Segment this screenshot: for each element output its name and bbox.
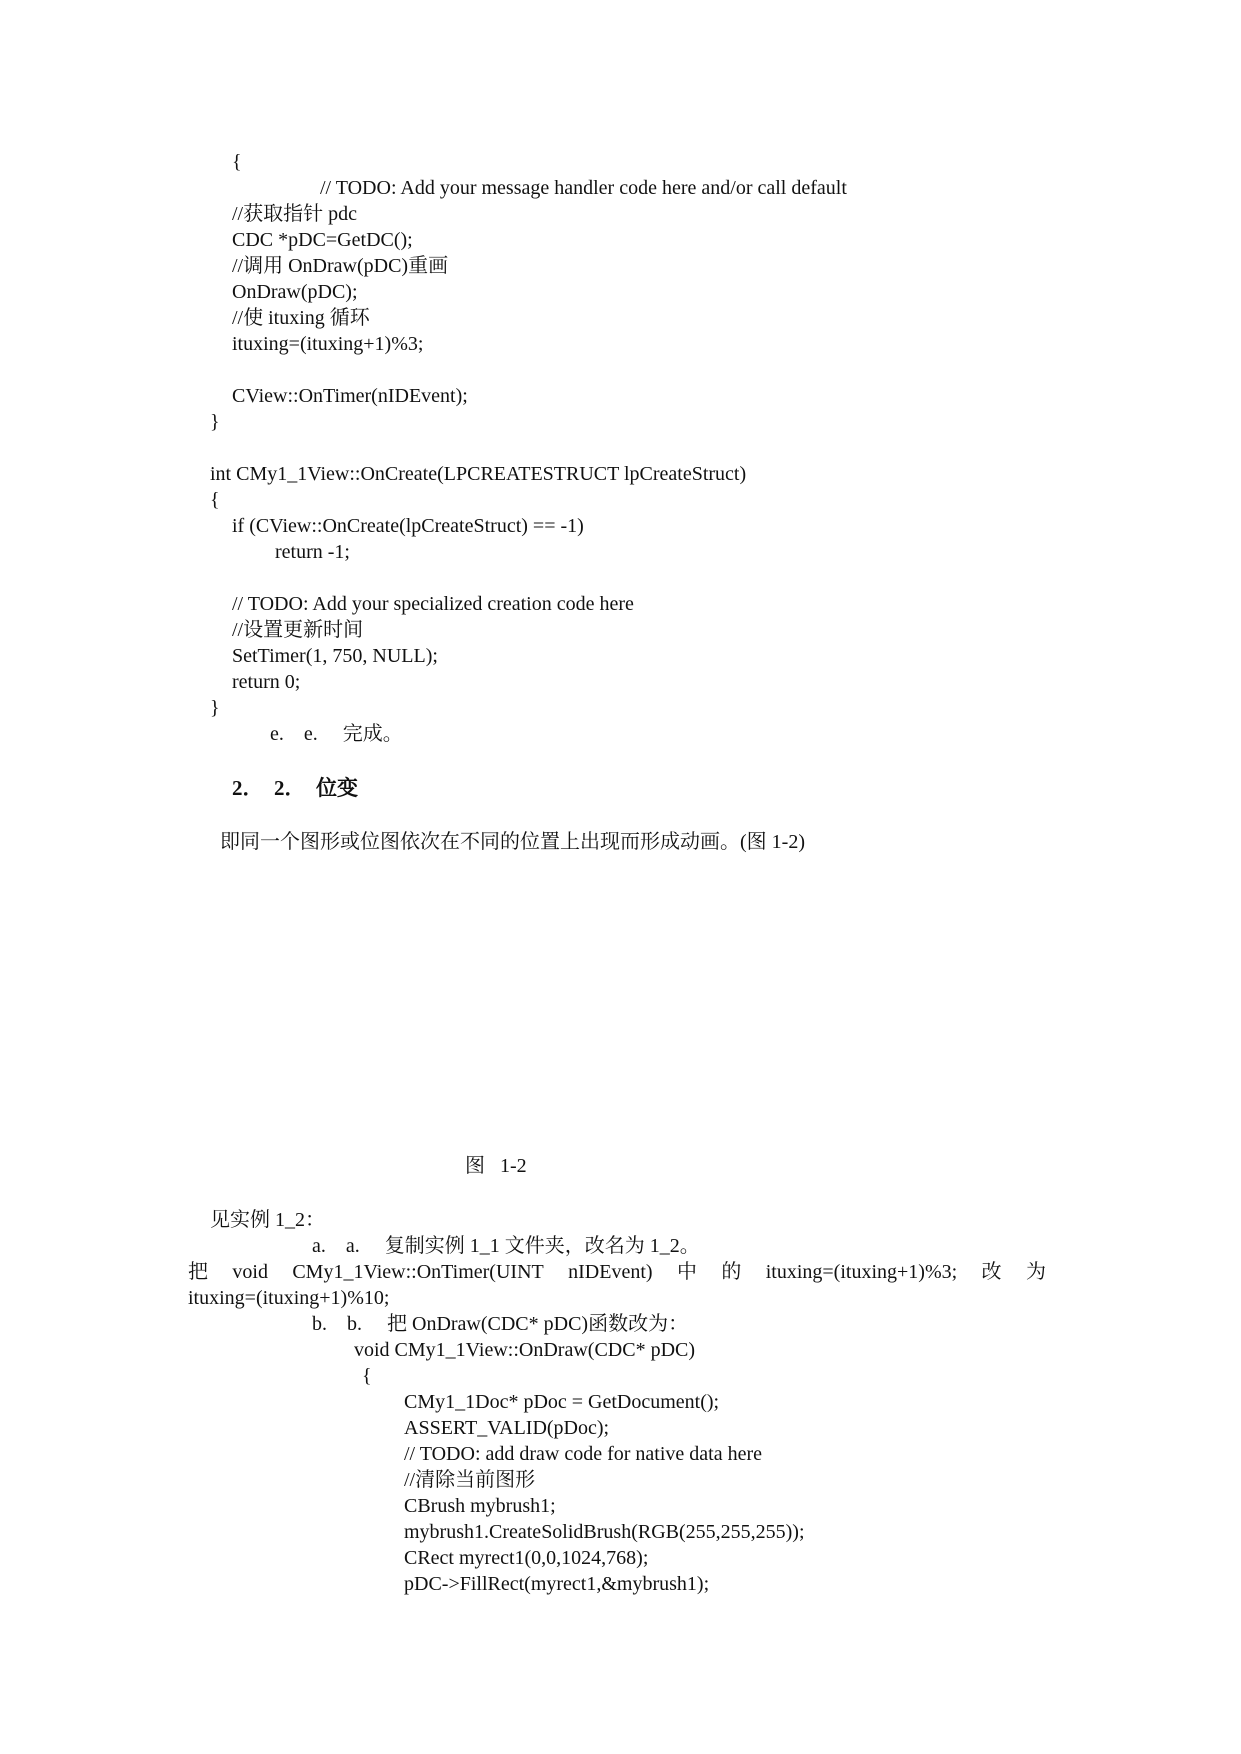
- step-a: a. a. 复制实例 1_1 文件夹，改名为 1_2。: [312, 1235, 700, 1257]
- code-comment: //调用 OnDraw(pDC)重画: [232, 255, 449, 277]
- code-line: }: [210, 697, 220, 719]
- code-line: CMy1_1Doc* pDoc = GetDocument();: [404, 1391, 720, 1413]
- code-line: void CMy1_1View::OnDraw(CDC* pDC): [354, 1339, 696, 1361]
- step-e: e. e. 完成。: [270, 723, 403, 745]
- code-line: mybrush1.CreateSolidBrush(RGB(255,255,255));: [404, 1521, 805, 1543]
- code-line: {: [232, 151, 242, 173]
- code-line: CRect myrect1(0,0,1024,768);: [404, 1547, 649, 1569]
- para-word: 的: [721, 1261, 742, 1283]
- section-intro: 即同一个图形或位图依次在不同的位置上出现而形成动画。(图 1-2): [220, 831, 805, 853]
- code-comment: // TODO: Add your specialized creation code here: [232, 593, 634, 615]
- code-comment: //获取指针 pdc: [232, 203, 357, 225]
- para-word: 中: [676, 1261, 697, 1283]
- code-line: if (CView::OnCreate(lpCreateStruct) == -1): [232, 515, 584, 537]
- para-word: 改: [981, 1261, 1002, 1283]
- code-line: CDC *pDC=GetDC();: [232, 229, 413, 251]
- code-comment: //设置更新时间: [232, 619, 364, 641]
- code-line: ASSERT_VALID(pDoc);: [404, 1417, 610, 1439]
- code-line: int CMy1_1View::OnCreate(LPCREATESTRUCT lpCreateStruct): [210, 463, 747, 485]
- code-comment: //清除当前图形: [404, 1469, 536, 1491]
- code-line: pDC->FillRect(myrect1,&mybrush1);: [404, 1573, 710, 1595]
- code-line: return 0;: [232, 671, 301, 693]
- code-line: return -1;: [275, 541, 350, 563]
- para-word: CMy1_1View::OnTimer(UINT: [292, 1261, 544, 1283]
- code-line: {: [210, 489, 220, 511]
- step-b: b. b. 把 OnDraw(CDC* pDC)函数改为：: [312, 1313, 689, 1335]
- code-line: CView::OnTimer(nIDEvent);: [232, 385, 468, 407]
- code-comment: // TODO: Add your message handler code here and/or call default: [320, 177, 847, 199]
- code-line: ituxing=(ituxing+1)%3;: [232, 333, 424, 355]
- paragraph-line: ituxing=(ituxing+1)%10;: [188, 1287, 390, 1309]
- code-line: }: [210, 411, 220, 433]
- example-title: 见实例 1_2：: [210, 1209, 325, 1231]
- code-line: {: [362, 1365, 372, 1387]
- code-comment: //使 ituxing 循环: [232, 307, 370, 329]
- para-word: 为: [1025, 1261, 1046, 1283]
- figure-caption: 图 1-2: [465, 1155, 527, 1177]
- code-line: CBrush mybrush1;: [404, 1495, 556, 1517]
- justified-paragraph: [188, 1260, 1046, 1284]
- para-word: nIDEvent): [568, 1261, 653, 1283]
- code-line: OnDraw(pDC);: [232, 281, 358, 303]
- figure-placeholder: [200, 880, 1040, 1150]
- code-line: SetTimer(1, 750, NULL);: [232, 645, 438, 667]
- code-comment: // TODO: add draw code for native data here: [404, 1443, 763, 1465]
- section-heading: 2． 2． 位变: [232, 776, 358, 800]
- para-word: ituxing=(ituxing+1)%3;: [765, 1261, 958, 1283]
- para-word: void: [232, 1261, 268, 1283]
- para-word: 把: [188, 1261, 208, 1283]
